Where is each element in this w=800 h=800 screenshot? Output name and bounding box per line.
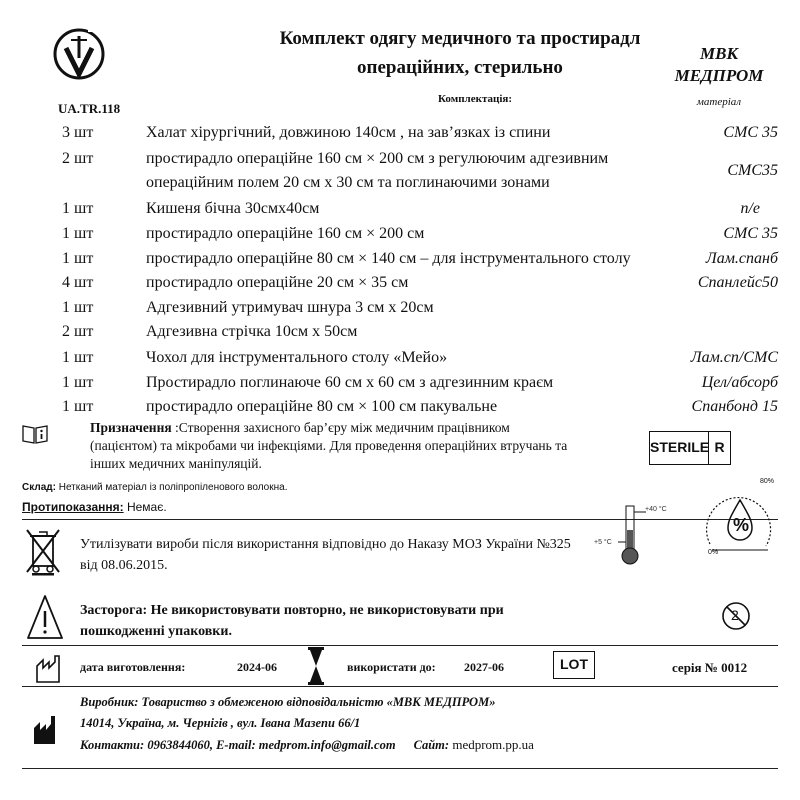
item-name: Адгезивна стрічка 10см х 50см	[146, 323, 358, 340]
contacts-phone-email: 0963844060, E-mail: medprom.info@gmail.com	[144, 738, 396, 752]
item-quantity: 2 шт	[62, 150, 94, 167]
instructions-for-use	[22, 424, 48, 444]
item-material: Спанбонд 15	[691, 398, 778, 415]
disposal-line2: від 08.06.2015.	[80, 558, 168, 573]
humidity-symbol: %	[733, 515, 750, 535]
do-not-reuse-number: 2	[731, 607, 739, 623]
purpose-text	[90, 419, 610, 473]
list-item	[0, 320, 800, 344]
page-title-line1: Комплект одягу медичного та простирадл	[279, 28, 641, 49]
humidity-min: 0%	[708, 549, 719, 556]
use-by-label: використати до:	[347, 660, 436, 674]
divider	[22, 645, 778, 646]
warning-line1: Не використовувати повторно, не використовувати при	[147, 603, 504, 618]
warning-label: Засторога:	[80, 603, 148, 618]
composition-heading: Комплектація:	[438, 93, 512, 105]
composition	[22, 482, 287, 493]
contraindications-label: Протипоказання:	[22, 500, 124, 514]
sterile-method: R	[714, 439, 725, 455]
warning-text	[80, 600, 504, 642]
site-label: Сайт:	[413, 738, 450, 752]
ua-conformity-mark	[48, 18, 110, 92]
contraindications	[22, 500, 167, 514]
item-material: Спанлейс50	[697, 274, 778, 291]
list-item	[0, 121, 800, 145]
item-material: Лам.спанб	[705, 250, 778, 267]
item-name: Кишеня бічна 30смх40см	[146, 200, 320, 217]
item-quantity: 4 шт	[62, 274, 94, 291]
sterile-badge	[649, 431, 731, 465]
purpose-line3: інших медичних маніпуляцій.	[90, 456, 262, 471]
list-item	[0, 271, 800, 295]
item-name: Чохол для інструментального столу «Мейо»	[146, 349, 448, 366]
list-item	[0, 346, 800, 370]
page-title-line2: операційних, стерильно	[357, 57, 563, 78]
warning-triangle-icon	[26, 594, 64, 640]
item-material: Цел/абсорб	[701, 374, 778, 391]
disposal-text	[80, 534, 571, 576]
temperature-max: +40 °С	[645, 506, 667, 513]
manufacturer-label: Виробник:	[80, 695, 139, 709]
purpose-label: Призначення	[90, 420, 172, 435]
disposal-line1: Утилізувати вироби після використання відповідно до Наказу МОЗ України №325	[80, 537, 571, 552]
purpose-line2: (пацієнтом) та мікробами чи інфекціями. Для проведення операційних втручань та	[90, 438, 568, 453]
list-item	[0, 395, 800, 419]
humidity-max: 80%	[760, 478, 775, 485]
warning-triangle	[26, 594, 64, 640]
manufacture-date-value: 2024-06	[237, 660, 277, 674]
list-item	[0, 147, 800, 195]
use-by-hourglass-icon	[307, 646, 325, 686]
purpose-line1: :Створення захисного бар’єру між медичним працівником	[171, 420, 510, 435]
item-quantity: 1 шт	[62, 398, 94, 415]
manufacturer-block	[80, 692, 534, 756]
item-name: простирадло операційне 80 см × 140 см – для інструментального столу	[146, 250, 631, 267]
manufacture-date	[35, 654, 61, 684]
item-name: Адгезивний утримувач шнура 3 см х 20см	[146, 299, 434, 316]
divider	[22, 768, 778, 769]
item-material: Лам.сп/СМС	[690, 349, 778, 366]
use-by-value: 2027-06	[464, 660, 504, 674]
item-quantity: 1 шт	[62, 225, 94, 242]
use-by-hourglass	[307, 646, 325, 686]
item-name: простирадло операційне 160 см × 200 см з регулюючим адгезивним операційним полем 20 см х 30 см та поглинаючими зонами	[146, 150, 609, 191]
site-url: medprom.pp.ua	[449, 737, 534, 752]
brand-name-line2: МЕДПРОМ	[674, 66, 764, 85]
contacts-label: Контакти:	[80, 738, 145, 752]
item-quantity: 1 шт	[62, 250, 94, 267]
item-quantity: 1 шт	[62, 299, 94, 316]
ua-conformity-mark-icon	[48, 18, 110, 92]
item-material: п/е	[740, 200, 760, 217]
brand-name-line1: МВК	[700, 44, 738, 63]
manufacturer-address: 14014, Україна, м. Чернігів , вул. Івана Мазепи 66/1	[80, 716, 361, 730]
item-name: Простирадло поглинаюче 60 см х 60 см з адгезинним краєм	[146, 374, 554, 391]
item-name: Халат хірургічний, довжиною 140см , на зав’язках із спини	[146, 124, 551, 141]
item-material: СМС 35	[723, 225, 778, 242]
sterile-label: STERILE	[650, 432, 709, 464]
series-number: 0012	[721, 660, 748, 675]
item-material: СМС 35	[723, 124, 778, 141]
item-quantity: 1 шт	[62, 374, 94, 391]
list-item	[0, 296, 800, 320]
warning-line2: пошкодженні упаковки.	[80, 624, 232, 639]
manufacturer-name: Товариство з обмеженою відповідальністю «МВК МЕДПРОМ»	[138, 695, 496, 709]
list-item	[0, 197, 800, 221]
manufacturer-factory	[32, 714, 56, 746]
item-quantity: 1 шт	[62, 349, 94, 366]
series	[672, 660, 747, 676]
cert-code: UA.TR.118	[58, 101, 121, 116]
lot-badge: LOT	[553, 651, 595, 679]
list-item	[0, 247, 800, 271]
divider	[22, 686, 778, 687]
item-quantity: 3 шт	[62, 124, 94, 141]
composition-text: Нетканий матеріал із поліпропіленового волокна.	[55, 482, 288, 493]
item-material: СМС35	[727, 162, 778, 179]
composition-label: Склад:	[22, 482, 56, 493]
item-quantity: 2 шт	[62, 323, 94, 340]
item-quantity: 1 шт	[62, 200, 94, 217]
series-label: серія №	[672, 660, 718, 675]
contraindications-text: Немає.	[123, 500, 167, 514]
temperature-min: +5 °С	[594, 539, 612, 546]
item-name: простирадло операційне 80 см × 100 см пакувальне	[146, 398, 498, 415]
instructions-for-use-icon	[22, 424, 48, 444]
manufacture-date-label: дата виготовлення:	[80, 660, 186, 674]
disposal-bin-crossed-icon	[22, 526, 64, 576]
list-item	[0, 371, 800, 395]
item-name: простирадло операційне 160 см × 200 см	[146, 225, 425, 242]
manufacturer-factory-icon	[32, 714, 56, 746]
list-item	[0, 222, 800, 246]
material-column-header: матеріал	[696, 96, 742, 108]
manufacture-date-icon	[35, 654, 61, 684]
disposal-bin-crossed	[22, 526, 64, 576]
item-name: простирадло операційне 20 см × 35 см	[146, 274, 409, 291]
